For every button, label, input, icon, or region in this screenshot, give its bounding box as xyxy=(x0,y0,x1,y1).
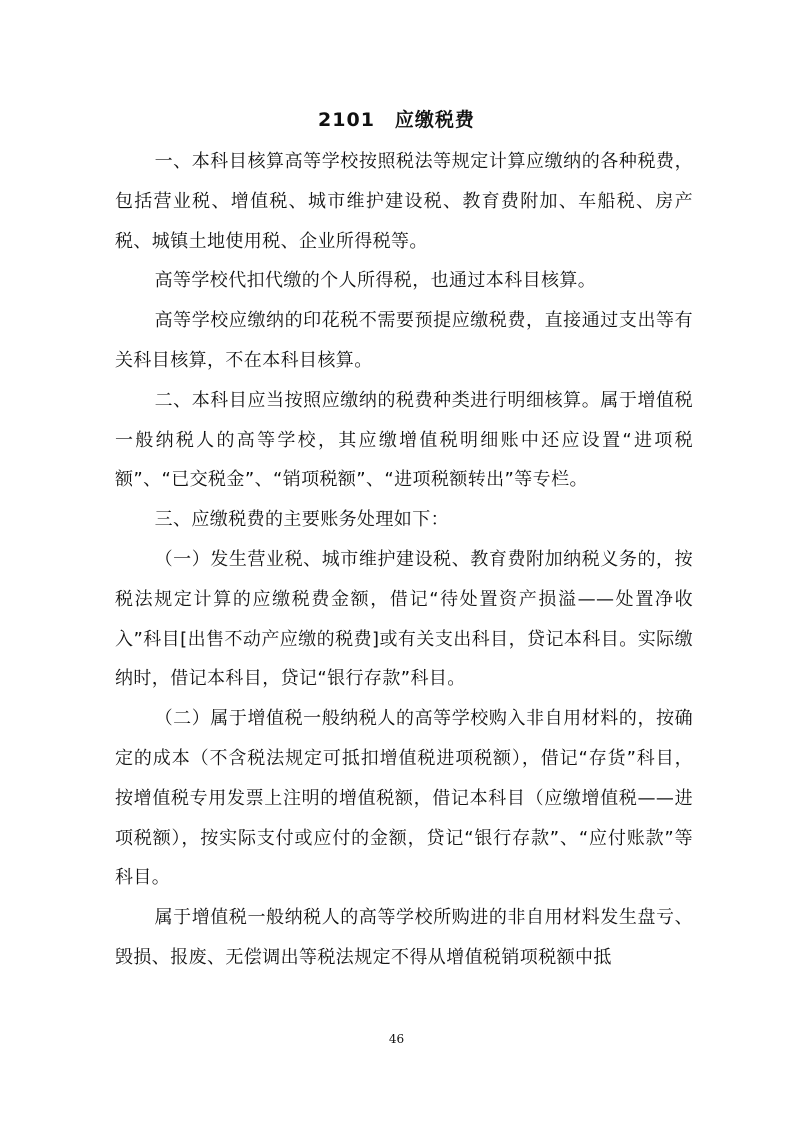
paragraph-8: 属于增值税一般纳税人的高等学校所购进的非自用材料发生盘亏、毁损、报废、无偿调出等税法规定不得从增值税销项税额中抵 xyxy=(115,907,693,968)
page-number: 46 xyxy=(388,1032,405,1046)
paragraph-6: （一）发生营业税、城市维护建设税、教育费附加纳税义务的，按税法规定计算的应缴税费金额，借记“待处置资产损溢——处置净收入”科目[出售不动产应缴的税费]或有关支出科目，贷记本科目。实际缴纳时，借记本科目，贷记“银行存款”科目。 xyxy=(115,548,693,690)
paragraph-3: 高等学校应缴纳的印花税不需要预提应缴税费，直接通过支出等有关科目核算，不在本科目核算。 xyxy=(115,310,693,371)
paragraph-4: 二、本科目应当按照应缴纳的税费种类进行明细核算。属于增值税一般纳税人的高等学校，其应缴增值税明细账中还应设置“进项税额”、“已交税金”、“销项税额”、“进项税额转出”等专栏。 xyxy=(115,389,693,491)
section-title: 2101 应缴税费 xyxy=(318,109,475,131)
document-body xyxy=(115,142,693,978)
paragraph-7: （二）属于增值税一般纳税人的高等学校购入非自用材料的，按确定的成本（不含税法规定可抵扣增值税进项税额），借记“存货”科目，按增值税专用发票上注明的增值税额，借记本科目（应缴增值税——进项税额），按实际支付或应付的金额，贷记“银行存款”、“应付账款”等科目。 xyxy=(115,708,693,889)
paragraph-2: 高等学校代扣代缴的个人所得税，也通过本科目核算。 xyxy=(154,270,597,292)
paragraph-5: 三、应缴税费的主要账务处理如下： xyxy=(154,509,449,531)
paragraph-1: 一、本科目核算高等学校按照税法等规定计算应缴纳的各种税费，包括营业税、增值税、城市维护建设税、教育费附加、车船税、房产税、城镇土地使用税、企业所得税等。 xyxy=(115,151,693,252)
